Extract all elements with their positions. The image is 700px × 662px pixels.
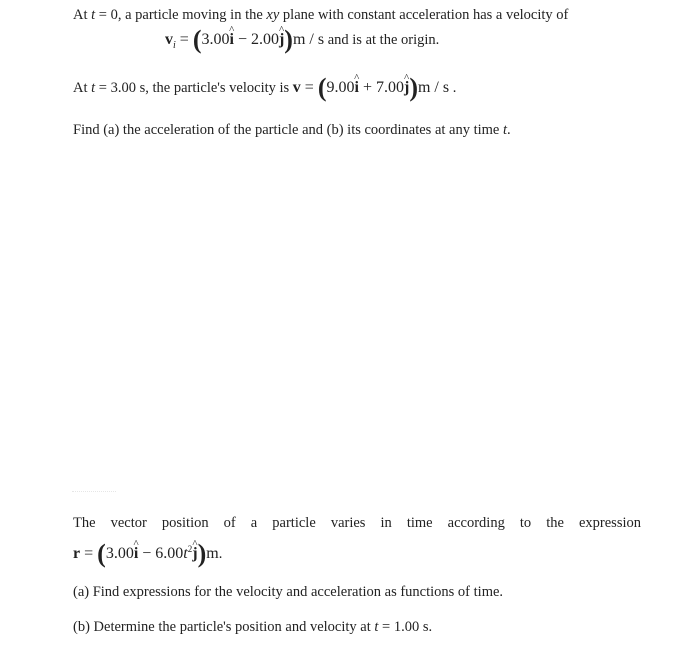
text-segment: = 3.00 s, the particle's velocity is: [95, 80, 293, 96]
problem2-intro-line: The vector position of a particle varies in time according to the expression: [73, 515, 641, 531]
exponent: 2: [187, 544, 193, 554]
unit-vector-j: j ^: [404, 79, 409, 97]
time-variable: t: [503, 122, 508, 138]
close-paren: ): [284, 25, 293, 54]
open-paren: (: [192, 25, 202, 54]
coefficient-j: − 6.00: [138, 545, 184, 562]
position-vector-equation: [73, 539, 223, 568]
problem1-question: [73, 121, 511, 139]
velocity-symbol: v: [292, 79, 301, 96]
unit-label: m / s: [417, 79, 450, 96]
time-variable: t: [183, 545, 188, 562]
time-variable: t: [91, 7, 96, 23]
text-segment: and is at the origin.: [324, 32, 440, 48]
open-paren: (: [97, 539, 106, 568]
position-symbol: r: [73, 545, 81, 562]
velocity-symbol: v: [165, 31, 173, 48]
equals-sign: =: [300, 79, 318, 96]
unit-label: m: [206, 545, 219, 562]
text-segment: .: [218, 546, 223, 562]
unit-vector-i: i ^: [355, 79, 359, 97]
coefficient-i: 3.00: [201, 31, 230, 48]
problem2-part-b: [73, 618, 432, 636]
text-segment: = 1.00 s.: [378, 619, 433, 635]
text-segment: At: [73, 7, 88, 23]
problem1-intro-line: [73, 6, 568, 24]
equals-sign: =: [175, 31, 193, 48]
coefficient-i: 3.00: [105, 545, 134, 562]
close-paren: ): [409, 73, 418, 102]
close-paren: ): [197, 539, 207, 568]
unit-vector-j: j ^: [279, 31, 284, 49]
coefficient-i: 9.00: [326, 79, 355, 96]
text-segment: = 0, a particle moving in the: [95, 7, 267, 23]
text-segment: .: [507, 122, 511, 138]
initial-subscript: i: [173, 40, 176, 51]
text-segment: Find (a) the acceleration of the particle and (b) its coordinates at any time: [73, 122, 503, 138]
time-variable: t: [374, 619, 379, 635]
xy-variable: xy: [266, 7, 280, 23]
text-segment: plane with constant acceleration has a velocity of: [279, 7, 569, 23]
text-segment: .: [449, 80, 457, 96]
unit-vector-i: i ^: [229, 31, 233, 49]
time-variable: t: [91, 80, 96, 96]
unit-label: m / s: [292, 31, 325, 48]
coefficient-j: + 7.00: [358, 79, 404, 96]
problem2-part-a: (a) Find expressions for the velocity and acceleration as functions of time.: [73, 584, 504, 600]
unit-vector-i: i ^: [134, 545, 138, 563]
unit-vector-j: j ^: [192, 545, 197, 563]
open-paren: (: [317, 73, 327, 102]
coefficient-j: − 2.00: [233, 31, 279, 48]
text-segment: At: [73, 80, 92, 96]
section-divider: [72, 491, 116, 492]
initial-velocity-equation: [165, 25, 440, 55]
equals-sign: =: [80, 545, 98, 562]
final-velocity-line: [73, 73, 457, 102]
text-segment: (b) Determine the particle's position and velocity at: [73, 619, 375, 635]
